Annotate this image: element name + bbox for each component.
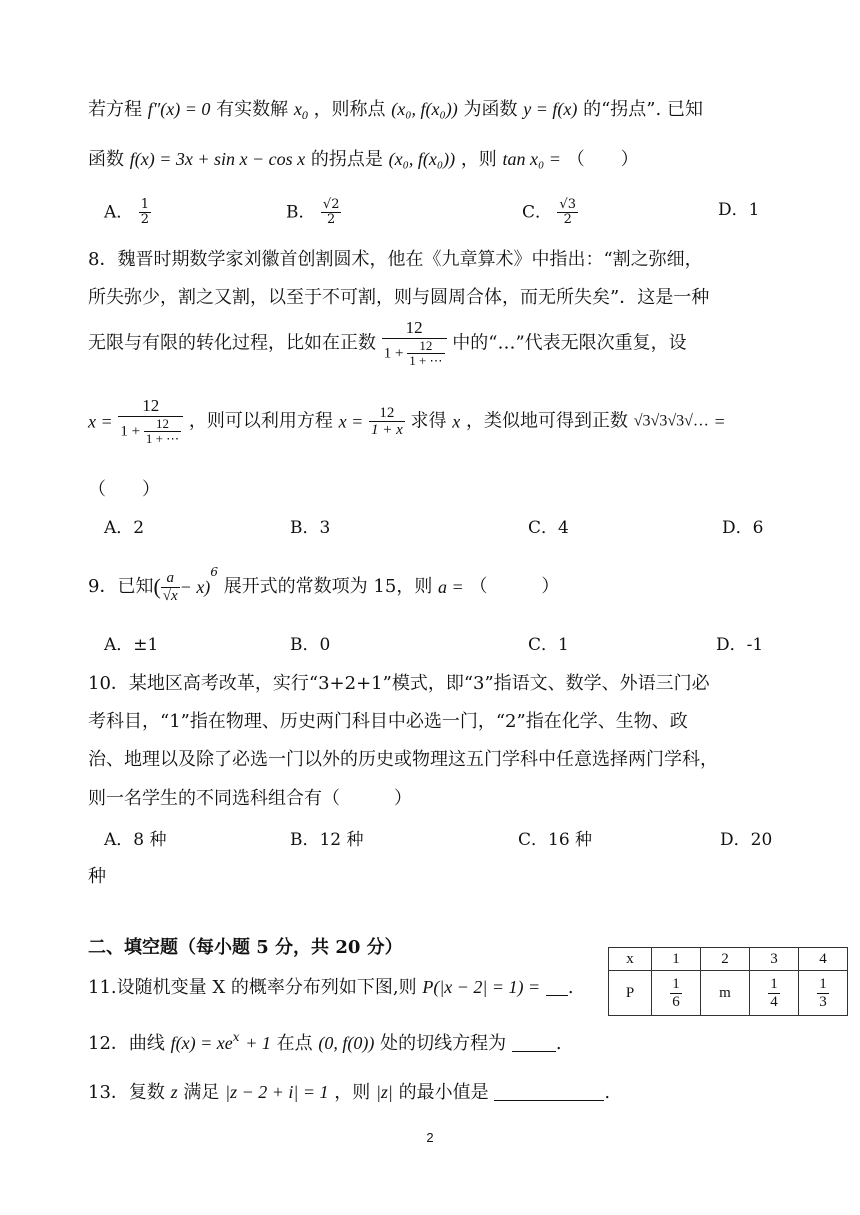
text: 无限与有限的转化过程，比如在正数 <box>88 332 376 354</box>
text: ，则可以利用方程 <box>188 410 333 432</box>
frac-num: 1 <box>770 976 778 992</box>
table-cell <box>652 971 701 1016</box>
text: ，则称点 <box>313 99 386 120</box>
q9-option-d: D．-1 <box>716 635 764 655</box>
math-expr: tan x₀ = <box>502 149 561 169</box>
q8-option-c: C．4 <box>528 518 569 538</box>
math-point: (x₀, f(x₀)) <box>388 149 456 169</box>
table-row <box>609 948 848 971</box>
fraction <box>369 405 405 439</box>
q7-option-a <box>104 198 151 228</box>
q8-line-1: 8．魏晋时期数学家刘徽首创割圆术，他在《九章算术》中指出：“割之弥细， <box>88 249 703 270</box>
text: ，则 <box>334 1082 371 1103</box>
frac-den: 3 <box>819 993 827 1010</box>
q13-line <box>88 1083 610 1102</box>
math-expr: f″(x) = 0 <box>147 99 211 119</box>
q8-option-a: A．2 <box>104 518 145 538</box>
q10-option-a: A．8 种 <box>104 830 167 850</box>
math-fn: f(x) = xe <box>170 1033 233 1053</box>
page-number: 2 <box>426 1130 434 1145</box>
inner-fraction <box>407 339 444 369</box>
table-cell: 1 <box>652 948 701 971</box>
continued-fraction <box>118 397 183 446</box>
answer-paren: （ ） <box>566 149 639 170</box>
frac-den: 6 <box>672 993 680 1010</box>
frac-num: 12 <box>156 415 170 431</box>
q8-line-4 <box>88 397 725 446</box>
frac-den: 2 <box>140 212 149 228</box>
q12-line <box>88 1031 562 1053</box>
math-var: z <box>170 1082 178 1102</box>
frac-den: √x <box>162 587 178 604</box>
math-expr: + 1 <box>245 1033 271 1053</box>
fraction <box>557 198 578 228</box>
table-cell: x <box>609 948 652 971</box>
frac-den: 1 + ⋯ <box>145 430 180 446</box>
option-text: 1 <box>748 200 760 220</box>
math-var: x = <box>88 411 113 432</box>
q9-line <box>88 566 559 604</box>
math-expr: P(|x − 2| = 1) = <box>422 977 541 997</box>
q8-option-b: B．3 <box>290 518 331 538</box>
option-label: C． <box>522 202 553 223</box>
frac-den: 2 <box>321 212 342 227</box>
text: 求得 <box>410 410 447 432</box>
frac-den <box>118 416 183 447</box>
q9-option-a: A．±1 <box>104 635 159 655</box>
q7-line-2 <box>88 150 639 169</box>
math-point: (x₀, f(x₀)) <box>391 99 458 119</box>
frac-den: 1 + x <box>371 422 403 439</box>
q10-line-1: 10．某地区高考改革，实行“3+2+1”模式，即“3”指语文、数学、外语三门必 <box>88 673 710 694</box>
math-expr: |z − 2 + i| = 1 <box>225 1082 329 1102</box>
table-cell: P <box>609 971 652 1016</box>
exponent: 6 <box>210 565 218 579</box>
q10-option-b: B．12 种 <box>290 830 364 850</box>
fraction <box>139 198 151 228</box>
table-cell <box>750 971 799 1016</box>
fraction <box>321 198 342 228</box>
frac-den: 4 <box>770 993 778 1010</box>
continued-fraction <box>382 319 447 368</box>
q10-option-c: C．16 种 <box>518 830 593 850</box>
frac-pre: 1 + <box>120 423 141 440</box>
table-cell: 3 <box>750 948 799 971</box>
frac-num: 1 <box>140 197 149 212</box>
text: . <box>567 977 574 998</box>
frac-den <box>382 338 447 369</box>
frac-den: 2 <box>557 212 578 227</box>
q7-option-b <box>286 198 341 228</box>
text: ，类似地可得到正数 <box>466 410 629 432</box>
answer-paren: （ ） <box>469 576 560 597</box>
text: 12．曲线 <box>88 1033 165 1054</box>
text: 有实数解 <box>216 99 289 120</box>
q9-option-b: B．0 <box>290 635 331 655</box>
q7-option-d <box>718 202 759 219</box>
frac-den: 1 + ⋯ <box>409 352 443 368</box>
text: . <box>604 1082 611 1103</box>
q8-line-2: 所失弥少，割之又割，以至于不可割，则与圆周合体，而无所失矣”．这是一种 <box>88 287 710 308</box>
q11-line <box>88 978 574 997</box>
math-x0: $x_0$ <box>293 99 308 122</box>
frac-num: a <box>166 570 174 586</box>
math-fn: f(x) = 3x + sin x − cos x <box>129 149 306 169</box>
text: 的最小值是 <box>398 1082 489 1103</box>
q9-option-c: C．1 <box>528 635 569 655</box>
answer-blank <box>494 1084 604 1101</box>
exponent: x <box>232 1030 240 1044</box>
probability-table <box>608 947 848 1016</box>
frac-num: 12 <box>379 404 395 421</box>
frac-num: 12 <box>419 337 433 353</box>
table-cell: 4 <box>799 948 848 971</box>
q10-option-d: D．20 <box>720 830 773 850</box>
text: 中的“…”代表无限次重复，设 <box>452 332 687 354</box>
option-label: A． <box>104 202 134 223</box>
fraction <box>161 570 180 604</box>
table-cell: m <box>701 971 750 1016</box>
math-var: x = <box>338 411 364 432</box>
inner-fraction <box>144 417 181 447</box>
frac-pre: 1 + <box>383 345 404 362</box>
text: . <box>555 1033 562 1054</box>
frac-num: 12 <box>405 318 423 337</box>
math-var: x <box>293 99 302 119</box>
frac-num: 12 <box>142 396 160 415</box>
text: 满足 <box>183 1082 220 1103</box>
q10-line-4: 则一名学生的不同选科组合有（ ） <box>88 788 412 809</box>
q8-answer-paren: （ ） <box>88 479 160 500</box>
paren-open: ( <box>153 574 161 599</box>
table-cell <box>799 971 848 1016</box>
frac-num: √3 <box>559 197 576 212</box>
math-expr: − x) <box>179 577 211 597</box>
text: 在点 <box>276 1033 313 1054</box>
text: ，则 <box>460 149 497 170</box>
nested-root: √3√3√3√… <box>633 412 709 430</box>
q7-line-1 <box>88 100 703 121</box>
q10-option-d-wrap: 种 <box>88 866 106 887</box>
fraction <box>817 976 829 1010</box>
equals: = <box>714 411 725 432</box>
q8-line-3 <box>88 319 687 368</box>
text: 为函数 <box>463 99 518 120</box>
q10-line-2: 考科目，“1”指在物理、历史两门科目中必选一门，“2”指在化学、生物、政 <box>88 711 688 732</box>
text: 的拐点是 <box>310 149 383 170</box>
table-row <box>609 971 848 1016</box>
answer-blank <box>512 1035 556 1052</box>
frac-num: 1 <box>672 976 680 992</box>
answer-blank <box>546 979 568 996</box>
fraction <box>670 976 682 1010</box>
frac-num: 1 <box>819 976 827 992</box>
math-var: a = <box>438 577 464 597</box>
table-cell: 2 <box>701 948 750 971</box>
q8-option-d: D．6 <box>722 518 764 538</box>
text: 若方程 <box>88 99 142 120</box>
q7-option-c <box>522 198 578 228</box>
frac-num: √2 <box>322 197 340 212</box>
fraction <box>768 976 780 1010</box>
text: 函数 <box>88 149 124 170</box>
text: 11.设随机变量 X 的概率分布列如下图,则 <box>88 977 417 998</box>
option-label: B． <box>286 202 316 223</box>
math-expr: |z| <box>375 1082 393 1102</box>
math-point: (0, f(0)) <box>318 1033 375 1053</box>
option-label: D． <box>718 200 749 220</box>
text: 9．已知 <box>88 576 154 597</box>
text: 13．复数 <box>88 1082 165 1103</box>
math-fn: y = f(x) <box>523 99 578 119</box>
section-title: 二、填空题（每小题 5 分，共 20 分） <box>88 937 403 958</box>
text: 处的切线方程为 <box>380 1033 507 1054</box>
text: 的“拐点”. 已知 <box>583 99 703 120</box>
q10-line-3: 治、地理以及除了必选一门以外的历史或物理这五门学科中任意选择两门学科， <box>88 749 718 770</box>
math-var: x <box>452 411 461 432</box>
text: 展开式的常数项为 15，则 <box>223 576 433 597</box>
